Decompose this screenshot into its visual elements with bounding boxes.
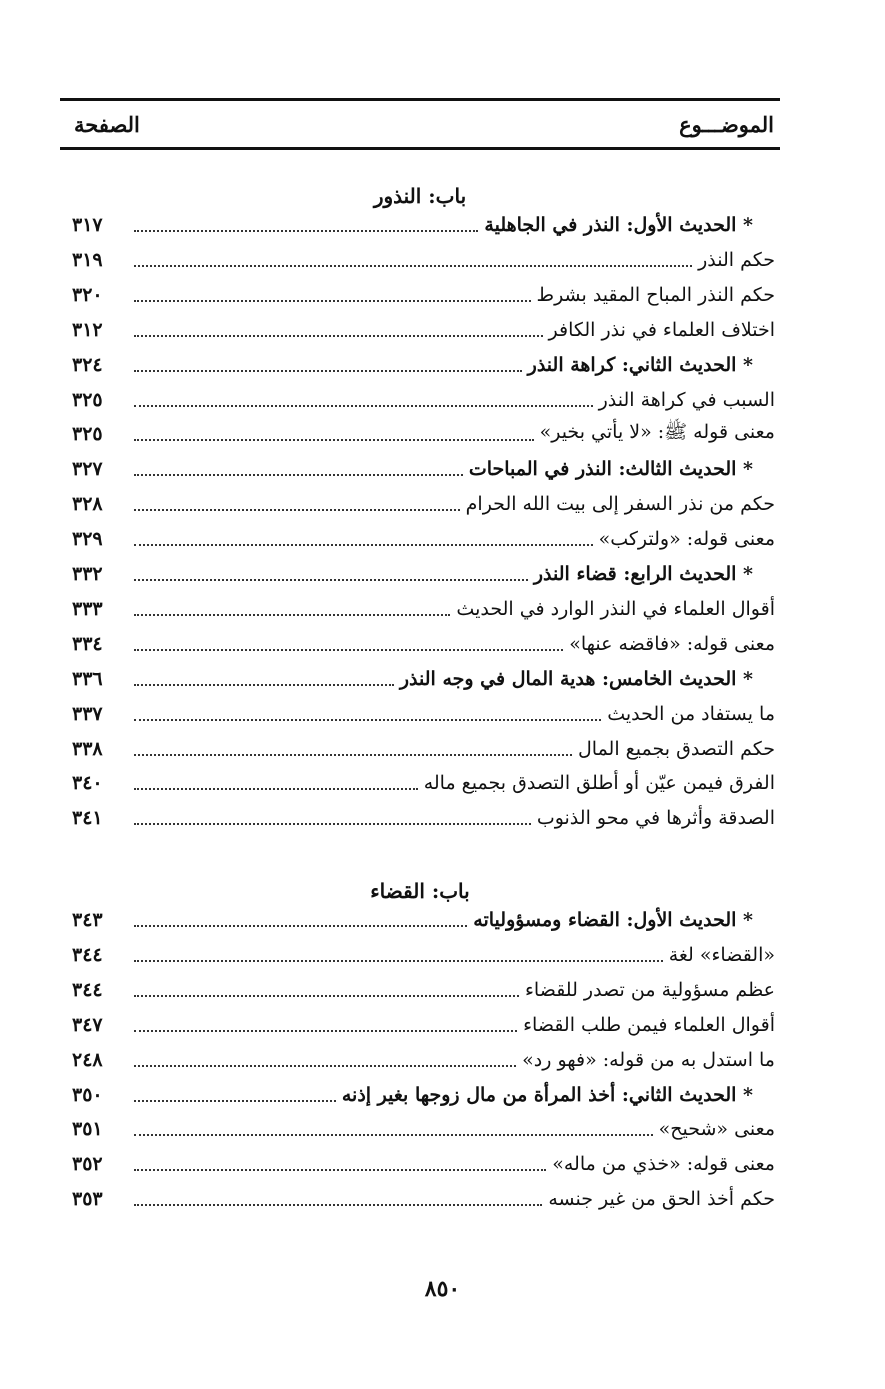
toc-entry bbox=[72, 522, 775, 556]
toc-entry-label: حكم أخذ الحق من غير جنسه bbox=[548, 1188, 775, 1211]
toc-entry bbox=[72, 1182, 775, 1216]
leader-dots bbox=[134, 754, 572, 756]
leader-dots bbox=[134, 265, 692, 267]
toc-entry bbox=[72, 801, 775, 835]
toc-entry bbox=[72, 766, 775, 800]
toc-entry bbox=[72, 627, 775, 661]
header-page: الصفحة bbox=[74, 111, 140, 137]
toc-entry bbox=[72, 417, 775, 451]
toc-entry-page: ٣١٧ bbox=[72, 214, 103, 236]
toc-entry bbox=[72, 973, 775, 1007]
leader-dots bbox=[134, 405, 593, 407]
toc-entry-page: ٣٥٠ bbox=[72, 1083, 103, 1106]
toc-entry-label: اختلاف العلماء في نذر الكافر bbox=[548, 318, 775, 341]
toc-entry bbox=[72, 243, 775, 277]
leader-dots bbox=[134, 614, 450, 616]
leader-dots bbox=[134, 509, 460, 511]
toc-entry-page: ٣٢٩ bbox=[72, 528, 103, 551]
toc-entry-label: معنى قوله: «خذي من ماله» bbox=[552, 1153, 775, 1176]
leader-dots bbox=[134, 579, 528, 581]
toc-entry-page: ٣١٢ bbox=[72, 318, 103, 341]
toc-entry bbox=[72, 662, 775, 696]
toc-entry bbox=[72, 903, 775, 937]
toc-entry bbox=[72, 383, 775, 417]
page-number: ٨٥٠ bbox=[424, 1276, 461, 1302]
toc-entry-page: ٣٤١ bbox=[72, 807, 103, 830]
toc-entry bbox=[72, 487, 775, 521]
leader-dots bbox=[134, 649, 563, 651]
toc-entry-page: ٢٤٨ bbox=[72, 1048, 103, 1071]
toc-entry-page: ٣٢٥ bbox=[72, 388, 103, 411]
toc-entry-label: ما يستفاد من الحديث bbox=[607, 702, 775, 725]
toc-entry-label: حكم النذر bbox=[698, 248, 775, 271]
toc-entry-label: * الحديث الخامس: هدية المال في وجه النذر bbox=[399, 667, 753, 690]
toc-entry-page: ٣٢٥ bbox=[72, 423, 103, 446]
toc-entry bbox=[72, 697, 775, 731]
toc-entry-label: حكم النذر المباح المقيد بشرط bbox=[536, 283, 775, 306]
toc-entry bbox=[72, 732, 775, 766]
section-title: باب: النذور bbox=[373, 184, 467, 208]
toc-entry bbox=[72, 313, 775, 347]
toc-entry bbox=[72, 557, 775, 591]
leader-dots bbox=[134, 788, 418, 790]
toc-entry-label: * الحديث الثالث: النذر في المباحات bbox=[468, 458, 753, 481]
toc-entry-label: الفرق فيمن عيّن أو أطلق التصدق بجميع ماله bbox=[423, 772, 775, 795]
leader-dots bbox=[134, 1065, 516, 1067]
toc-entry-label: معنى قوله: «فاقضه عنها» bbox=[569, 632, 775, 655]
toc-entry-page: ٣٥٢ bbox=[72, 1153, 103, 1176]
leader-dots bbox=[134, 300, 531, 302]
toc-header bbox=[60, 98, 780, 150]
toc-entry-page: ٣٥٣ bbox=[72, 1188, 103, 1211]
toc-entry-page: ٣٢٠ bbox=[72, 283, 103, 306]
header-topic: الموضـــوع bbox=[679, 111, 774, 137]
toc-entry-label: حكم التصدق بجميع المال bbox=[577, 737, 775, 760]
toc-entry-page: ٣٥١ bbox=[72, 1118, 103, 1141]
leader-dots bbox=[134, 1134, 653, 1136]
leader-dots bbox=[134, 719, 601, 721]
leader-dots bbox=[134, 544, 593, 546]
toc-entry bbox=[72, 278, 775, 312]
toc-entry-page: ٣٢٤ bbox=[72, 353, 103, 376]
leader-dots bbox=[134, 1030, 517, 1032]
toc-entry bbox=[72, 1043, 775, 1077]
toc-entry-label: معنى «شحيح» bbox=[658, 1118, 775, 1141]
toc-entry-page: ٣٣٧ bbox=[72, 702, 103, 725]
toc-entry-label: «القضاء» لغة bbox=[668, 943, 775, 966]
toc-entry bbox=[72, 348, 775, 382]
toc-entry-label: * الحديث الأول: النذر في الجاهلية bbox=[484, 214, 753, 236]
toc-entry-label: ما استدل به من قوله: «فهو رد» bbox=[522, 1048, 775, 1071]
toc-entry-label: * الحديث الرابع: قضاء النذر bbox=[533, 563, 753, 585]
leader-dots bbox=[134, 474, 463, 476]
leader-dots bbox=[134, 439, 534, 441]
section-title: باب: القضاء bbox=[370, 879, 470, 903]
leader-dots bbox=[134, 960, 663, 962]
toc-entry bbox=[72, 1008, 775, 1042]
toc-entry-page: ٣٤٧ bbox=[72, 1013, 103, 1036]
toc-entry-page: ٣٣٣ bbox=[72, 597, 103, 620]
toc-entry bbox=[72, 1112, 775, 1146]
toc-entry bbox=[72, 938, 775, 972]
toc-entry-page: ٣٢٨ bbox=[72, 493, 103, 516]
toc-entry-page: ٣٢٧ bbox=[72, 458, 103, 481]
toc-entry-page: ٣٤٤ bbox=[72, 943, 103, 966]
leader-dots bbox=[134, 335, 543, 337]
leader-dots bbox=[134, 925, 467, 927]
toc-entry-page: ٣٤٤ bbox=[72, 978, 103, 1001]
toc-entry-page: ٣٤٣ bbox=[72, 909, 103, 931]
toc-entry-page: ٣٣٦ bbox=[72, 667, 103, 690]
toc-entry-label: حكم من نذر السفر إلى بيت الله الحرام bbox=[465, 493, 775, 516]
toc-entry bbox=[72, 452, 775, 486]
toc-entry-label: السبب في كراهة النذر bbox=[598, 388, 775, 411]
toc-entry-page: ٣٣٢ bbox=[72, 563, 103, 585]
leader-dots bbox=[134, 823, 531, 825]
toc-entry-label: الصدقة وأثرها في محو الذنوب bbox=[536, 807, 775, 830]
leader-dots bbox=[134, 1169, 546, 1171]
toc-entry-label: * الحديث الثاني: كراهة النذر bbox=[527, 353, 753, 376]
toc-entry-label: * الحديث الأول: القضاء ومسؤولياته bbox=[473, 909, 753, 931]
toc-entry-label: أقوال العلماء فيمن طلب القضاء bbox=[523, 1013, 775, 1036]
leader-dots bbox=[134, 1100, 336, 1102]
toc-entry-label: معنى قوله: «ولتركب» bbox=[598, 528, 775, 551]
toc-entry bbox=[72, 592, 775, 626]
toc-entry-label: عظم مسؤولية من تصدر للقضاء bbox=[525, 978, 775, 1001]
toc-entry bbox=[72, 208, 775, 242]
toc-entry-page: ٣٣٤ bbox=[72, 632, 103, 655]
leader-dots bbox=[134, 995, 519, 997]
toc-entry-label: أقوال العلماء في النذر الوارد في الحديث bbox=[456, 597, 775, 620]
toc-entry-label: * الحديث الثاني: أخذ المرأة من مال زوجها بغير إذنه bbox=[341, 1083, 753, 1106]
toc-entry bbox=[72, 1078, 775, 1112]
leader-dots bbox=[134, 230, 478, 232]
leader-dots bbox=[134, 684, 394, 686]
leader-dots bbox=[134, 370, 522, 372]
toc-entry bbox=[72, 1147, 775, 1181]
toc-entry-label: معنى قوله ﷺ: «لا يأتي بخير» bbox=[539, 421, 775, 444]
toc-entry-page: ٣٤٠ bbox=[72, 772, 103, 795]
toc-entry-page: ٣٣٨ bbox=[72, 737, 103, 760]
toc-entry-page: ٣١٩ bbox=[72, 248, 103, 271]
leader-dots bbox=[134, 1204, 542, 1206]
